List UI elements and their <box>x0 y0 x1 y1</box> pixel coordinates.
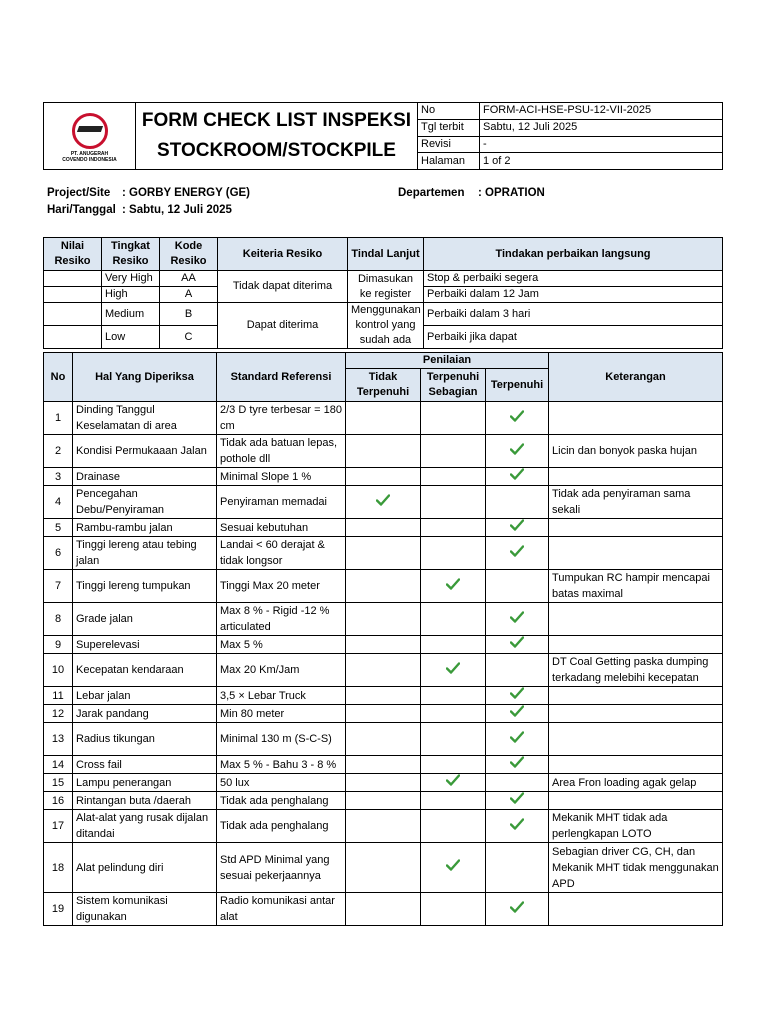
row-keterangan <box>549 705 723 723</box>
checkmark-icon <box>510 756 524 768</box>
meta-label: Halaman <box>418 153 480 170</box>
row-standard: Tinggi Max 20 meter <box>217 570 346 603</box>
row-mark-terpenuhi <box>486 893 549 926</box>
checkmark-icon <box>510 443 524 455</box>
risk-tingkat: High <box>102 287 160 303</box>
meta-label: Tgl terbit <box>418 119 480 136</box>
row-mark-tidak <box>346 519 421 537</box>
checkmark-icon <box>510 705 524 717</box>
row-mark-terpenuhi <box>486 723 549 756</box>
row-mark-sebagian <box>421 435 486 468</box>
row-mark-terpenuhi <box>486 402 549 435</box>
risk-header-tingkat: Tingkat Resiko <box>102 238 160 271</box>
row-mark-tidak <box>346 636 421 654</box>
row-number: 18 <box>44 843 73 893</box>
meta-value: 1 of 2 <box>480 153 723 170</box>
row-keterangan: Area Fron loading agak gelap <box>549 774 723 792</box>
row-mark-tidak <box>346 893 421 926</box>
checkmark-icon <box>510 636 524 648</box>
checklist-row <box>44 402 723 435</box>
row-number: 8 <box>44 603 73 636</box>
risk-tingkat: Medium <box>102 303 160 326</box>
row-keterangan <box>549 687 723 705</box>
row-standard: Max 20 Km/Jam <box>217 654 346 687</box>
title-line2: STOCKROOM/STOCKPILE <box>157 140 396 161</box>
row-mark-terpenuhi <box>486 843 549 893</box>
row-mark-sebagian <box>421 810 486 843</box>
row-mark-sebagian <box>421 537 486 570</box>
row-number: 12 <box>44 705 73 723</box>
row-standard: Min 80 meter <box>217 705 346 723</box>
risk-lanjut: Menggunakan kontrol yang sudah ada <box>348 303 424 349</box>
row-item: Kecepatan kendaraan <box>73 654 217 687</box>
risk-kode: C <box>160 326 218 349</box>
checkmark-icon <box>510 410 524 422</box>
row-mark-tidak <box>346 435 421 468</box>
row-item: Superelevasi <box>73 636 217 654</box>
checklist-row <box>44 723 723 756</box>
row-number: 10 <box>44 654 73 687</box>
row-mark-sebagian <box>421 792 486 810</box>
inspection-checklist-table <box>43 352 723 926</box>
header-keterangan: Keterangan <box>549 353 723 402</box>
row-mark-terpenuhi <box>486 468 549 486</box>
checkmark-icon <box>510 731 524 743</box>
risk-row <box>44 303 723 326</box>
checklist-row <box>44 468 723 486</box>
risk-lanjut: Dimasukan ke register <box>348 271 424 303</box>
row-mark-tidak <box>346 810 421 843</box>
row-standard: 3,5 × Lebar Truck <box>217 687 346 705</box>
row-keterangan <box>549 603 723 636</box>
checklist-row <box>44 756 723 774</box>
checklist-row <box>44 570 723 603</box>
row-keterangan: Mekanik MHT tidak ada perlengkapan LOTO <box>549 810 723 843</box>
checklist-row <box>44 705 723 723</box>
row-mark-tidak <box>346 843 421 893</box>
row-mark-tidak <box>346 687 421 705</box>
meta-label: No <box>418 103 480 120</box>
meta-value: FORM-ACI-HSE-PSU-12-VII-2025 <box>480 103 723 120</box>
checklist-row <box>44 636 723 654</box>
row-mark-sebagian <box>421 843 486 893</box>
risk-tindakan: Perbaiki dalam 12 Jam <box>424 287 723 303</box>
row-mark-terpenuhi <box>486 810 549 843</box>
row-number: 1 <box>44 402 73 435</box>
row-item: Jarak pandang <box>73 705 217 723</box>
row-item: Radius tikungan <box>73 723 217 756</box>
row-mark-tidak <box>346 603 421 636</box>
row-mark-sebagian <box>421 570 486 603</box>
risk-matrix-table <box>43 237 723 349</box>
row-keterangan <box>549 723 723 756</box>
row-mark-terpenuhi <box>486 792 549 810</box>
row-mark-terpenuhi <box>486 486 549 519</box>
row-mark-tidak <box>346 774 421 792</box>
row-keterangan: Sebagian driver CG, CH, dan Mekanik MHT tidak menggunakan APD <box>549 843 723 893</box>
checkmark-icon <box>446 662 460 674</box>
header-terpenuhi-sebagian: Terpenuhi Sebagian <box>421 369 486 402</box>
row-number: 11 <box>44 687 73 705</box>
row-item: Kondisi Permukaaan Jalan <box>73 435 217 468</box>
row-mark-terpenuhi <box>486 636 549 654</box>
row-mark-terpenuhi <box>486 774 549 792</box>
row-mark-sebagian <box>421 893 486 926</box>
row-keterangan <box>549 636 723 654</box>
row-number: 15 <box>44 774 73 792</box>
row-item: Pencegahan Debu/Penyiraman <box>73 486 217 519</box>
row-standard: Max 8 % - Rigid -12 % articulated <box>217 603 346 636</box>
row-standard: Std APD Minimal yang sesuai pekerjaannya <box>217 843 346 893</box>
row-mark-tidak <box>346 654 421 687</box>
risk-kriteria: Dapat diterima <box>218 303 348 349</box>
company-logo <box>44 103 136 170</box>
row-standard: Tidak ada batuan lepas, pothole dll <box>217 435 346 468</box>
row-mark-tidak <box>346 402 421 435</box>
row-number: 4 <box>44 486 73 519</box>
row-standard: Landai < 60 derajat & tidak longsor <box>217 537 346 570</box>
row-keterangan: Tidak ada penyiraman sama sekali <box>549 486 723 519</box>
row-number: 5 <box>44 519 73 537</box>
row-mark-sebagian <box>421 636 486 654</box>
checklist-row <box>44 519 723 537</box>
row-keterangan: DT Coal Getting paska dumping terkadang melebihi kecepatan <box>549 654 723 687</box>
row-item: Cross fail <box>73 756 217 774</box>
project-label: Project/Site <box>47 187 111 199</box>
row-number: 3 <box>44 468 73 486</box>
checkmark-icon <box>510 901 524 913</box>
row-keterangan <box>549 468 723 486</box>
row-mark-tidak <box>346 723 421 756</box>
row-item: Rintangan buta /daerah <box>73 792 217 810</box>
header-terpenuhi: Terpenuhi <box>486 369 549 402</box>
row-number: 13 <box>44 723 73 756</box>
risk-header-nilai: Nilai Resiko <box>44 238 102 271</box>
row-mark-sebagian <box>421 402 486 435</box>
row-item: Alat-alat yang rusak dijalan ditandai <box>73 810 217 843</box>
row-number: 7 <box>44 570 73 603</box>
meta-value: - <box>480 136 723 153</box>
checkmark-icon <box>510 792 524 804</box>
meta-label: Revisi <box>418 136 480 153</box>
row-number: 16 <box>44 792 73 810</box>
row-mark-sebagian <box>421 723 486 756</box>
risk-header-lanjut: Tindal Lanjut <box>348 238 424 271</box>
checklist-row <box>44 774 723 792</box>
row-mark-tidak <box>346 486 421 519</box>
checklist-row <box>44 654 723 687</box>
row-keterangan <box>549 792 723 810</box>
checklist-row <box>44 486 723 519</box>
row-number: 14 <box>44 756 73 774</box>
row-mark-sebagian <box>421 486 486 519</box>
logo-text-line1: PT. ANUGERAH <box>70 151 109 157</box>
header-hal: Hal Yang Diperiksa <box>73 353 217 402</box>
row-mark-tidak <box>346 705 421 723</box>
form-title <box>136 103 418 170</box>
row-number: 6 <box>44 537 73 570</box>
row-item: Grade jalan <box>73 603 217 636</box>
risk-header-kriteria: Keiteria Resiko <box>218 238 348 271</box>
row-mark-terpenuhi <box>486 603 549 636</box>
checklist-row <box>44 537 723 570</box>
row-keterangan <box>549 893 723 926</box>
date-label: Hari/Tanggal <box>47 204 116 216</box>
row-item: Drainase <box>73 468 217 486</box>
risk-nilai <box>44 287 102 303</box>
row-mark-sebagian <box>421 519 486 537</box>
department-value: : OPRATION <box>478 187 545 199</box>
row-mark-tidak <box>346 756 421 774</box>
row-item: Dinding Tanggul Keselamatan di area <box>73 402 217 435</box>
risk-tindakan: Perbaiki dalam 3 hari <box>424 303 723 326</box>
checkmark-icon <box>510 545 524 557</box>
checklist-row <box>44 435 723 468</box>
header-standard: Standard Referensi <box>217 353 346 402</box>
row-standard: Tidak ada penghalang <box>217 792 346 810</box>
row-mark-terpenuhi <box>486 537 549 570</box>
header-no: No <box>44 353 73 402</box>
row-mark-sebagian <box>421 603 486 636</box>
row-standard: 2/3 D tyre terbesar = 180 cm <box>217 402 346 435</box>
checkmark-icon <box>510 687 524 699</box>
checkmark-icon <box>510 818 524 830</box>
risk-nilai <box>44 326 102 349</box>
row-keterangan <box>549 537 723 570</box>
row-item: Lebar jalan <box>73 687 217 705</box>
row-mark-tidak <box>346 537 421 570</box>
row-number: 9 <box>44 636 73 654</box>
row-mark-tidak <box>346 468 421 486</box>
logo-text-line2: COVENDO INDONESIA <box>62 157 117 163</box>
row-mark-terpenuhi <box>486 570 549 603</box>
risk-tindakan: Perbaiki jika dapat <box>424 326 723 349</box>
row-mark-sebagian <box>421 756 486 774</box>
header-tidak-terpenuhi: Tidak Terpenuhi <box>346 369 421 402</box>
risk-tingkat: Low <box>102 326 160 349</box>
row-keterangan <box>549 402 723 435</box>
risk-kode: AA <box>160 271 218 287</box>
checklist-row <box>44 687 723 705</box>
row-mark-tidak <box>346 570 421 603</box>
row-mark-terpenuhi <box>486 687 549 705</box>
row-standard: Radio komunikasi antar alat <box>217 893 346 926</box>
row-keterangan <box>549 756 723 774</box>
row-keterangan: Licin dan bonyok paska hujan <box>549 435 723 468</box>
risk-nilai <box>44 271 102 287</box>
checkmark-icon <box>510 611 524 623</box>
row-standard: Minimal 130 m (S-C-S) <box>217 723 346 756</box>
row-mark-sebagian <box>421 705 486 723</box>
row-mark-terpenuhi <box>486 435 549 468</box>
checklist-row <box>44 810 723 843</box>
row-standard: 50 lux <box>217 774 346 792</box>
checklist-row <box>44 893 723 926</box>
checklist-row <box>44 792 723 810</box>
checkmark-icon <box>446 578 460 590</box>
row-item: Tinggi lereng tumpukan <box>73 570 217 603</box>
project-value: : GORBY ENERGY (GE) <box>122 187 251 199</box>
row-number: 17 <box>44 810 73 843</box>
checkmark-icon <box>510 519 524 531</box>
risk-kode: A <box>160 287 218 303</box>
risk-tindakan: Stop & perbaiki segera <box>424 271 723 287</box>
row-keterangan: Tumpukan RC hampir mencapai batas maximal <box>549 570 723 603</box>
row-mark-sebagian <box>421 468 486 486</box>
risk-row <box>44 271 723 287</box>
risk-kriteria: Tidak dapat diterima <box>218 271 348 303</box>
row-standard: Max 5 % <box>217 636 346 654</box>
row-mark-terpenuhi <box>486 654 549 687</box>
row-item: Rambu-rambu jalan <box>73 519 217 537</box>
date-value: : Sabtu, 12 Juli 2025 <box>122 204 232 216</box>
checkmark-icon <box>510 468 524 480</box>
row-mark-sebagian <box>421 774 486 792</box>
row-standard: Max 5 % - Bahu 3 - 8 % <box>217 756 346 774</box>
row-standard: Minimal Slope 1 % <box>217 468 346 486</box>
checkmark-icon <box>446 859 460 871</box>
row-mark-sebagian <box>421 687 486 705</box>
row-standard: Tidak ada penghalang <box>217 810 346 843</box>
row-mark-terpenuhi <box>486 756 549 774</box>
form-header <box>43 102 723 170</box>
title-line1: FORM CHECK LIST INSPEKSI <box>141 110 412 131</box>
risk-header-tindakan: Tindakan perbaikan langsung <box>424 238 723 271</box>
row-mark-tidak <box>346 792 421 810</box>
row-mark-terpenuhi <box>486 519 549 537</box>
row-item: Sistem komunikasi digunakan <box>73 893 217 926</box>
row-item: Alat pelindung diri <box>73 843 217 893</box>
header-penilaian: Penilaian <box>346 353 549 369</box>
row-item: Lampu penerangan <box>73 774 217 792</box>
row-number: 19 <box>44 893 73 926</box>
logo-icon <box>72 113 108 149</box>
risk-header-kode: Kode Resiko <box>160 238 218 271</box>
row-standard: Sesuai kebutuhan <box>217 519 346 537</box>
risk-kode: B <box>160 303 218 326</box>
row-keterangan <box>549 519 723 537</box>
checklist-row <box>44 603 723 636</box>
risk-nilai <box>44 303 102 326</box>
row-item: Tinggi lereng atau tebing jalan <box>73 537 217 570</box>
row-mark-sebagian <box>421 654 486 687</box>
meta-value: Sabtu, 12 Juli 2025 <box>480 119 723 136</box>
row-mark-terpenuhi <box>486 705 549 723</box>
checklist-row <box>44 843 723 893</box>
row-standard: Penyiraman memadai <box>217 486 346 519</box>
checkmark-icon <box>446 774 460 786</box>
department-label: Departemen <box>398 187 465 199</box>
checkmark-icon <box>376 494 390 506</box>
row-number: 2 <box>44 435 73 468</box>
risk-tingkat: Very High <box>102 271 160 287</box>
